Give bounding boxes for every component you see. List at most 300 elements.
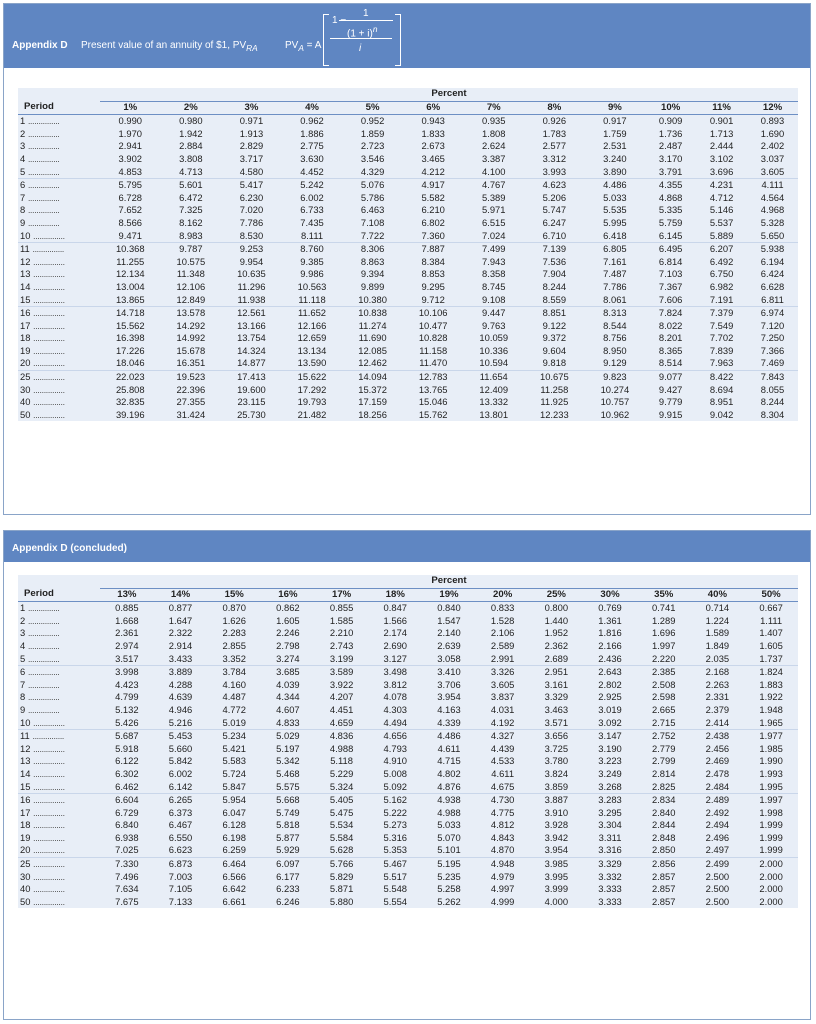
value-cell: 3.274 [261, 653, 315, 666]
value-cell: 2.000 [759, 883, 783, 895]
value-cell: 0.952 [360, 115, 385, 127]
table-row [18, 166, 798, 179]
leader-dots: ............... [33, 357, 65, 369]
value-cell: 2.914 [168, 639, 193, 651]
table-row [18, 807, 798, 820]
table-row [18, 679, 798, 692]
value-cell: 2.991 [476, 653, 530, 666]
value-cell: 3.630 [300, 152, 324, 164]
value-cell: 4.868 [658, 191, 683, 203]
value-cell: 9.779 [658, 396, 683, 408]
value-cell: 5.076 [360, 179, 385, 191]
value-cell: 3.546 [360, 152, 385, 164]
value-cell: 17.413 [237, 371, 266, 383]
value-cell: 8.559 [524, 294, 585, 307]
value-cell: 8.111 [282, 230, 343, 243]
table-row [18, 128, 798, 141]
table-row [18, 357, 798, 370]
value-cell: 6.463 [360, 204, 385, 216]
value-cell: 2.974 [115, 639, 139, 651]
value-cell: 5.842 [168, 755, 193, 767]
value-cell: 9.787 [179, 243, 203, 255]
value-cell: 4.439 [490, 742, 515, 754]
period-cell [18, 615, 100, 628]
value-cell: 5.575 [261, 781, 315, 794]
value-cell: 3.326 [490, 666, 515, 678]
value-cell: 1.407 [759, 627, 783, 639]
leader-dots: ............... [33, 383, 65, 395]
value-cell: 9.108 [463, 294, 524, 307]
table-row [18, 602, 798, 615]
value-cell: 5.389 [482, 191, 506, 203]
period-cell [18, 307, 100, 320]
value-cell: 3.993 [524, 166, 585, 179]
value-cell: 5.019 [207, 717, 261, 730]
value-cell: 6.194 [760, 255, 785, 267]
rate-header: 30% [583, 588, 637, 602]
leader-dots: ............... [33, 780, 65, 792]
value-cell: 4.486 [437, 730, 461, 742]
rate-header: 6% [403, 101, 464, 115]
value-cell: 5.195 [437, 858, 461, 870]
value-cell: 3.329 [544, 691, 569, 703]
value-cell: 5.847 [207, 781, 261, 794]
leader-dots: ............... [33, 858, 65, 870]
value-cell: 5.092 [368, 781, 422, 794]
leader-dots: ............... [33, 767, 65, 779]
leader-dots: ............... [33, 844, 65, 856]
value-cell: 10.274 [600, 383, 630, 395]
leader-dots: ............... [27, 115, 60, 127]
value-cell: 13.801 [479, 408, 509, 420]
leader-dots: ............... [33, 396, 65, 408]
value-cell: 2.456 [705, 742, 730, 754]
value-cell: 5.029 [276, 730, 300, 742]
rate-header: 1% [100, 101, 161, 115]
value-cell: 2.438 [705, 730, 730, 742]
value-cell: 3.910 [544, 806, 569, 818]
value-cell: 17.226 [115, 344, 145, 356]
value-cell: 5.995 [603, 216, 627, 228]
value-cell: 1.993 [759, 767, 783, 779]
value-cell: 9.427 [658, 383, 683, 395]
value-cell: 1.999 [759, 819, 783, 831]
leader-dots: ............... [27, 639, 60, 651]
value-cell: 0.893 [760, 115, 785, 127]
value-cell: 2.743 [329, 639, 354, 651]
value-cell: 11.255 [116, 255, 145, 267]
value-cell: 3.889 [168, 666, 193, 678]
value-cell: 4.843 [490, 831, 515, 843]
value-cell: 3.092 [583, 717, 637, 730]
value-cell: 8.951 [709, 396, 734, 408]
value-cell: 15.372 [358, 383, 387, 395]
value-cell: 5.938 [760, 243, 785, 255]
value-cell: 7.139 [542, 243, 567, 255]
value-cell: 5.766 [329, 858, 354, 870]
value-cell: 3.887 [544, 794, 569, 806]
value-cell: 4.100 [463, 166, 524, 179]
value-cell: 6.002 [168, 767, 193, 779]
value-cell: 8.313 [603, 307, 627, 319]
period-number: 25 [20, 858, 31, 870]
table-row [18, 307, 798, 320]
value-cell: 0.909 [658, 115, 683, 127]
period-cell [18, 640, 100, 653]
value-cell: 7.330 [115, 858, 139, 870]
value-cell: 3.190 [598, 742, 622, 754]
period-cell [18, 140, 100, 153]
period-number: 25 [20, 371, 31, 383]
value-cell: 5.829 [329, 870, 354, 882]
value-cell: 5.786 [360, 191, 385, 203]
period-cell [18, 409, 100, 422]
table-row [18, 871, 798, 884]
value-cell: 9.899 [360, 280, 385, 292]
value-cell: 5.242 [300, 179, 324, 191]
rate-header: 13% [100, 588, 154, 602]
value-cell: 8.745 [482, 280, 506, 292]
value-cell: 11.470 [403, 357, 464, 370]
value-cell: 3.333 [598, 895, 622, 907]
value-cell: 2.834 [651, 794, 676, 806]
period-cell [18, 781, 100, 794]
period-number: 8 [20, 691, 26, 703]
value-cell: 5.880 [329, 895, 354, 907]
value-cell: 27.355 [176, 396, 206, 408]
table-row [18, 627, 798, 640]
value-cell: 0.877 [168, 602, 193, 614]
leader-dots: ............... [33, 806, 65, 818]
value-cell: 7.496 [115, 870, 139, 882]
value-cell: 9.253 [239, 243, 264, 255]
period-cell [18, 768, 100, 781]
value-cell: 4.339 [422, 717, 476, 730]
value-cell: 0.667 [759, 602, 783, 614]
period-number: 4 [20, 639, 26, 651]
value-cell: 7.786 [239, 216, 264, 228]
table-row [18, 883, 798, 896]
value-cell: 1.977 [759, 730, 783, 742]
value-cell: 15.678 [176, 344, 206, 356]
value-cell: 2.857 [651, 870, 676, 882]
value-cell: 6.623 [154, 844, 208, 857]
value-cell: 1.952 [544, 627, 569, 639]
value-cell: 7.435 [300, 216, 324, 228]
value-cell: 0.833 [490, 602, 515, 614]
value-cell: 5.008 [383, 767, 408, 779]
period-cell [18, 332, 100, 345]
value-cell: 4.000 [544, 895, 569, 907]
value-cell: 4.452 [282, 166, 343, 179]
value-cell: 10.106 [418, 307, 448, 319]
period-cell [18, 653, 100, 666]
value-cell: 7.839 [709, 344, 734, 356]
value-cell: 19.793 [297, 396, 327, 408]
rate-header: 3% [221, 101, 282, 115]
table-row [18, 294, 798, 307]
value-cell: 4.772 [222, 703, 246, 715]
table-row [18, 256, 798, 269]
value-cell: 1.289 [651, 614, 676, 626]
value-cell: 9.129 [585, 357, 646, 370]
period-cell [18, 844, 100, 857]
value-cell: 6.177 [276, 870, 300, 882]
value-cell: 6.259 [207, 844, 261, 857]
leader-dots: ............... [33, 408, 65, 420]
value-cell: 11.296 [237, 280, 266, 292]
value-cell: 6.265 [168, 794, 193, 806]
value-cell: 3.249 [598, 767, 622, 779]
value-cell: 7.020 [239, 204, 264, 216]
leader-dots: ............... [33, 255, 65, 267]
value-cell: 3.329 [598, 858, 622, 870]
value-cell: 2.802 [598, 678, 622, 690]
value-cell: 5.324 [315, 781, 369, 794]
value-cell: 12.134 [115, 268, 145, 280]
value-cell: 0.962 [300, 115, 324, 127]
value-cell: 4.231 [709, 179, 734, 191]
value-cell: 7.634 [115, 883, 139, 895]
value-cell: 0.769 [598, 602, 622, 614]
value-cell: 2.856 [651, 858, 676, 870]
value-cell: 3.127 [368, 653, 422, 666]
value-cell: 6.097 [276, 858, 300, 870]
value-cell: 1.990 [759, 755, 783, 767]
value-cell: 4.730 [490, 794, 515, 806]
value-cell: 7.722 [342, 230, 403, 243]
value-cell: 5.316 [383, 831, 408, 843]
table-row [18, 192, 798, 205]
rate-header: 5% [342, 101, 403, 115]
value-cell: 5.162 [383, 794, 408, 806]
value-cell: 2.492 [705, 806, 730, 818]
value-cell: 3.571 [530, 717, 584, 730]
value-cell: 2.263 [705, 678, 730, 690]
value-cell: 4.611 [437, 742, 461, 754]
value-cell: 4.451 [329, 703, 354, 715]
value-cell: 10.563 [297, 280, 327, 292]
value-cell: 11.654 [479, 371, 508, 383]
period-cell [18, 192, 100, 205]
value-cell: 6.207 [709, 243, 734, 255]
value-cell: 4.775 [490, 806, 515, 818]
value-cell: 2.775 [300, 140, 324, 152]
value-cell: 2.283 [222, 627, 246, 639]
value-cell: 4.659 [315, 717, 369, 730]
value-cell: 6.802 [421, 216, 445, 228]
value-cell: 1.361 [598, 614, 622, 626]
value-cell: 4.997 [490, 883, 515, 895]
value-cell: 7.133 [168, 895, 193, 907]
period-number: 3 [20, 627, 26, 639]
value-cell: 7.963 [696, 357, 747, 370]
table-row [18, 781, 798, 794]
value-cell: 16.351 [161, 357, 222, 370]
leader-dots: ............... [27, 204, 60, 216]
value-cell: 3.240 [603, 152, 627, 164]
value-cell: 3.304 [598, 819, 622, 831]
period-cell [18, 357, 100, 370]
value-cell: 7.843 [760, 371, 785, 383]
value-cell: 7.360 [403, 230, 464, 243]
table-row [18, 371, 798, 384]
value-cell: 2.752 [651, 730, 676, 742]
table-row [18, 217, 798, 230]
rate-header: 4% [282, 101, 343, 115]
period-cell [18, 730, 100, 743]
value-cell: 5.687 [115, 730, 139, 742]
value-cell: 8.384 [421, 255, 445, 267]
value-cell: 10.380 [342, 294, 403, 307]
value-cell: 6.472 [179, 191, 203, 203]
value-cell: 13.754 [237, 332, 266, 344]
value-cell: 4.031 [490, 703, 515, 715]
leader-dots: ............... [33, 819, 65, 831]
value-cell: 19.523 [176, 371, 206, 383]
rate-header: 14% [154, 588, 208, 602]
table-row [18, 320, 798, 333]
leader-dots: ............... [27, 678, 60, 690]
period-number: 14 [20, 767, 31, 779]
value-cell: 7.025 [100, 844, 154, 857]
value-cell: 3.147 [598, 730, 622, 742]
value-cell: 4.675 [476, 781, 530, 794]
leader-dots: ............... [32, 243, 64, 255]
value-cell: 4.607 [276, 703, 300, 715]
period-cell [18, 896, 100, 909]
period-cell [18, 691, 100, 704]
value-cell: 2.331 [705, 691, 730, 703]
table-row [18, 730, 798, 743]
value-cell: 6.002 [300, 191, 324, 203]
table-row [18, 153, 798, 166]
value-cell: 6.566 [222, 870, 246, 882]
value-cell: 7.904 [542, 268, 567, 280]
value-cell: 2.414 [691, 717, 745, 730]
value-cell: 3.808 [179, 152, 203, 164]
value-cell: 3.995 [544, 870, 569, 882]
period-cell [18, 794, 100, 807]
value-cell: 5.724 [222, 767, 246, 779]
value-cell: 4.639 [168, 691, 193, 703]
value-cell: 5.650 [747, 230, 798, 243]
percent-header-row [18, 575, 798, 588]
value-cell: 7.120 [760, 319, 785, 331]
leader-dots: ............... [33, 280, 65, 292]
value-cell: 3.942 [544, 831, 569, 843]
value-cell: 5.101 [422, 844, 476, 857]
value-cell: 4.623 [542, 179, 567, 191]
value-cell: 7.105 [168, 883, 193, 895]
value-cell: 4.853 [100, 166, 161, 179]
value-cell: 3.410 [437, 666, 461, 678]
value-cell: 1.224 [705, 614, 730, 626]
value-cell: 39.196 [115, 408, 145, 420]
value-cell: 5.033 [437, 819, 461, 831]
rate-header: 35% [637, 588, 691, 602]
value-cell: 2.844 [651, 819, 676, 831]
period-number: 14 [20, 280, 31, 292]
value-cell: 2.598 [651, 691, 676, 703]
value-cell: 2.814 [651, 767, 676, 779]
value-cell: 2.829 [239, 140, 264, 152]
period-number: 2 [20, 614, 26, 626]
period-cell [18, 858, 100, 871]
period-number: 12 [20, 742, 31, 754]
value-cell: 0.862 [276, 602, 300, 614]
column-header-row [18, 101, 798, 115]
value-cell: 5.273 [383, 819, 408, 831]
period-number: 5 [20, 165, 26, 177]
appendix-title: Appendix D [12, 40, 68, 51]
value-cell: 5.929 [261, 844, 315, 857]
value-cell: 3.928 [544, 819, 569, 831]
value-cell: 3.332 [598, 870, 622, 882]
value-cell: 1.816 [598, 627, 622, 639]
value-cell: 18.046 [100, 357, 161, 370]
value-cell: 3.922 [329, 678, 354, 690]
formula-rate: i [359, 43, 362, 54]
value-cell: 2.361 [115, 627, 139, 639]
value-cell: 2.385 [651, 666, 676, 678]
value-cell: 5.234 [222, 730, 246, 742]
value-cell: 6.424 [760, 268, 785, 280]
value-cell: 5.584 [329, 831, 354, 843]
formula-main-bar [330, 38, 392, 39]
value-cell: 0.855 [329, 602, 354, 614]
value-cell: 9.385 [300, 255, 324, 267]
value-cell: 7.943 [482, 255, 506, 267]
table-row [18, 204, 798, 217]
period-number: 10 [20, 229, 31, 241]
value-cell: 5.197 [276, 742, 300, 754]
value-cell: 7.887 [421, 243, 445, 255]
value-cell: 14.094 [358, 371, 387, 383]
value-cell: 4.870 [476, 844, 530, 857]
value-cell: 3.161 [544, 678, 569, 690]
period-cell [18, 153, 100, 166]
value-cell: 0.714 [705, 602, 730, 614]
value-cell: 2.508 [651, 678, 676, 690]
value-cell: 4.303 [383, 703, 408, 715]
value-cell: 1.626 [222, 614, 246, 626]
period-number: 15 [20, 780, 31, 792]
value-cell: 4.812 [490, 819, 515, 831]
value-cell: 9.394 [360, 268, 385, 280]
value-cell: 4.712 [709, 191, 734, 203]
value-cell: 4.938 [437, 794, 461, 806]
value-cell: 5.132 [115, 703, 139, 715]
value-cell: 6.710 [524, 230, 585, 243]
value-cell: 3.696 [696, 166, 747, 179]
value-cell: 4.163 [437, 703, 461, 715]
value-cell: 3.902 [118, 152, 143, 164]
value-cell: 10.675 [539, 371, 569, 383]
table-row [18, 384, 798, 397]
value-cell: 1.997 [759, 794, 783, 806]
value-cell: 2.322 [168, 627, 193, 639]
value-cell: 2.000 [759, 895, 783, 907]
value-cell: 8.853 [421, 268, 445, 280]
value-cell: 3.316 [583, 844, 637, 857]
value-cell: 13.865 [100, 294, 161, 307]
value-cell: 4.836 [329, 730, 354, 742]
period-number: 7 [20, 678, 26, 690]
value-cell: 3.517 [100, 653, 154, 666]
value-cell: 3.685 [276, 666, 300, 678]
value-cell: 4.212 [403, 166, 464, 179]
